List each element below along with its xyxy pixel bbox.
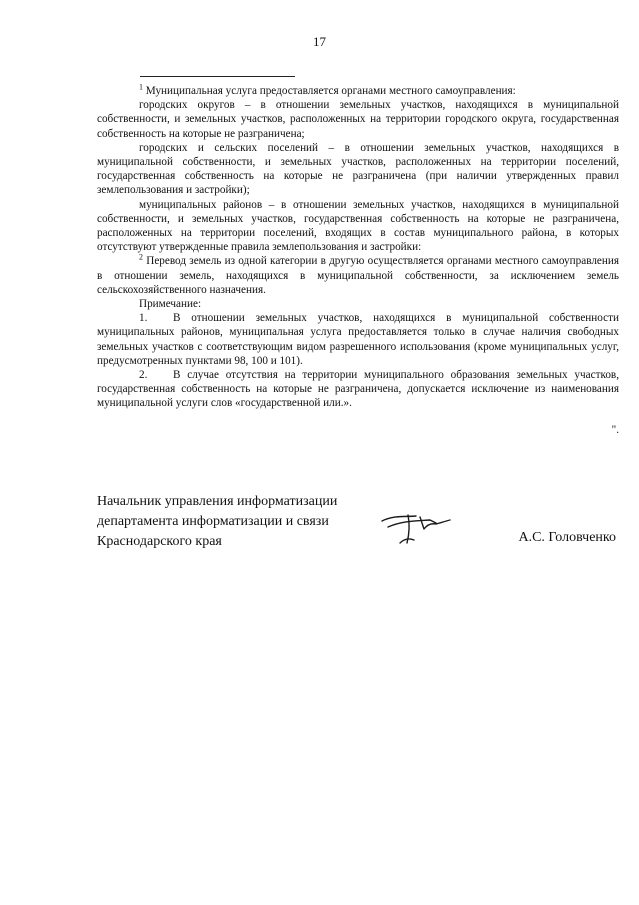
footnote-1-districts: муниципальных районов – в отношении земельных участков, находящихся в муниципальной собственности, и земельных участков, государственная собственность на которые не разграничена, расположенных на территории поселений, входящих в состав муниципального района, в которых отсутствуют утвержденные правила землепользования и застройки:	[97, 198, 619, 254]
signatory-title-line-1: Начальник управления информатизации	[97, 494, 338, 509]
signatory-title	[97, 492, 337, 552]
signatory-title-line-3: Краснодарского края	[97, 534, 222, 549]
footnote-1-intro: $^1$ Муниципальная услуга предоставляется органами местного самоуправления:	[139, 82, 516, 97]
footnotes-section	[97, 84, 619, 437]
note-item-2: 2. В случае отсутствия на территории муниципального образования земельных участков, государственная собственность на которые не разграничена, допускается исключение из наименования муниципальной услуги слов «государственной или.».	[97, 369, 619, 410]
footnote-separator	[140, 76, 295, 77]
note-heading: Примечание:	[139, 298, 202, 311]
closing-quote-mark: ".	[611, 423, 619, 436]
footnote-2-marker: 2	[139, 252, 143, 262]
footnote-1-city-districts: городских округов – в отношении земельных участков, находящихся в муниципальной собственности, и земельных участков, расположенных на территории городского округа, государственная собственность на которые не разграничена;	[97, 99, 619, 140]
signatory-name: А.С. Головченко	[518, 530, 616, 545]
note-item-1: 1. В отношении земельных участков, находящихся в муниципальной собственности муниципальных районов, муниципальная услуга предоставляется только в случае наличия свободных земельных участков с соответствующим видом разрешенного использования (кроме муниципальных услуг, предусмотренных пунктами 98, 100 и 101).	[97, 312, 619, 367]
page-number: 17	[313, 34, 326, 49]
footnote-1-marker: 1	[139, 82, 143, 92]
footnote-2: $^2$ Перевод земель из одной категории в другую осуществляется органами местного самоуправления в отношении земель, находящихся в муниципальной собственности, за исключением земель сельскохозяйственного назначения.	[97, 252, 620, 296]
handwritten-signature	[376, 505, 456, 545]
note-item-1-number: 1.	[139, 312, 148, 325]
footnote-1-settlements: городских и сельских поселений – в отношении земельных участков, находящихся в муниципальной собственности, и земельных участков, расположенных на территории поселений, государственная собственность на которые не разграничена (при наличии утвержденных правил землепользования и застройки);	[97, 141, 619, 197]
note-item-2-number: 2.	[139, 369, 148, 382]
signatory-title-line-2: департамента информатизации и связи	[97, 514, 329, 529]
